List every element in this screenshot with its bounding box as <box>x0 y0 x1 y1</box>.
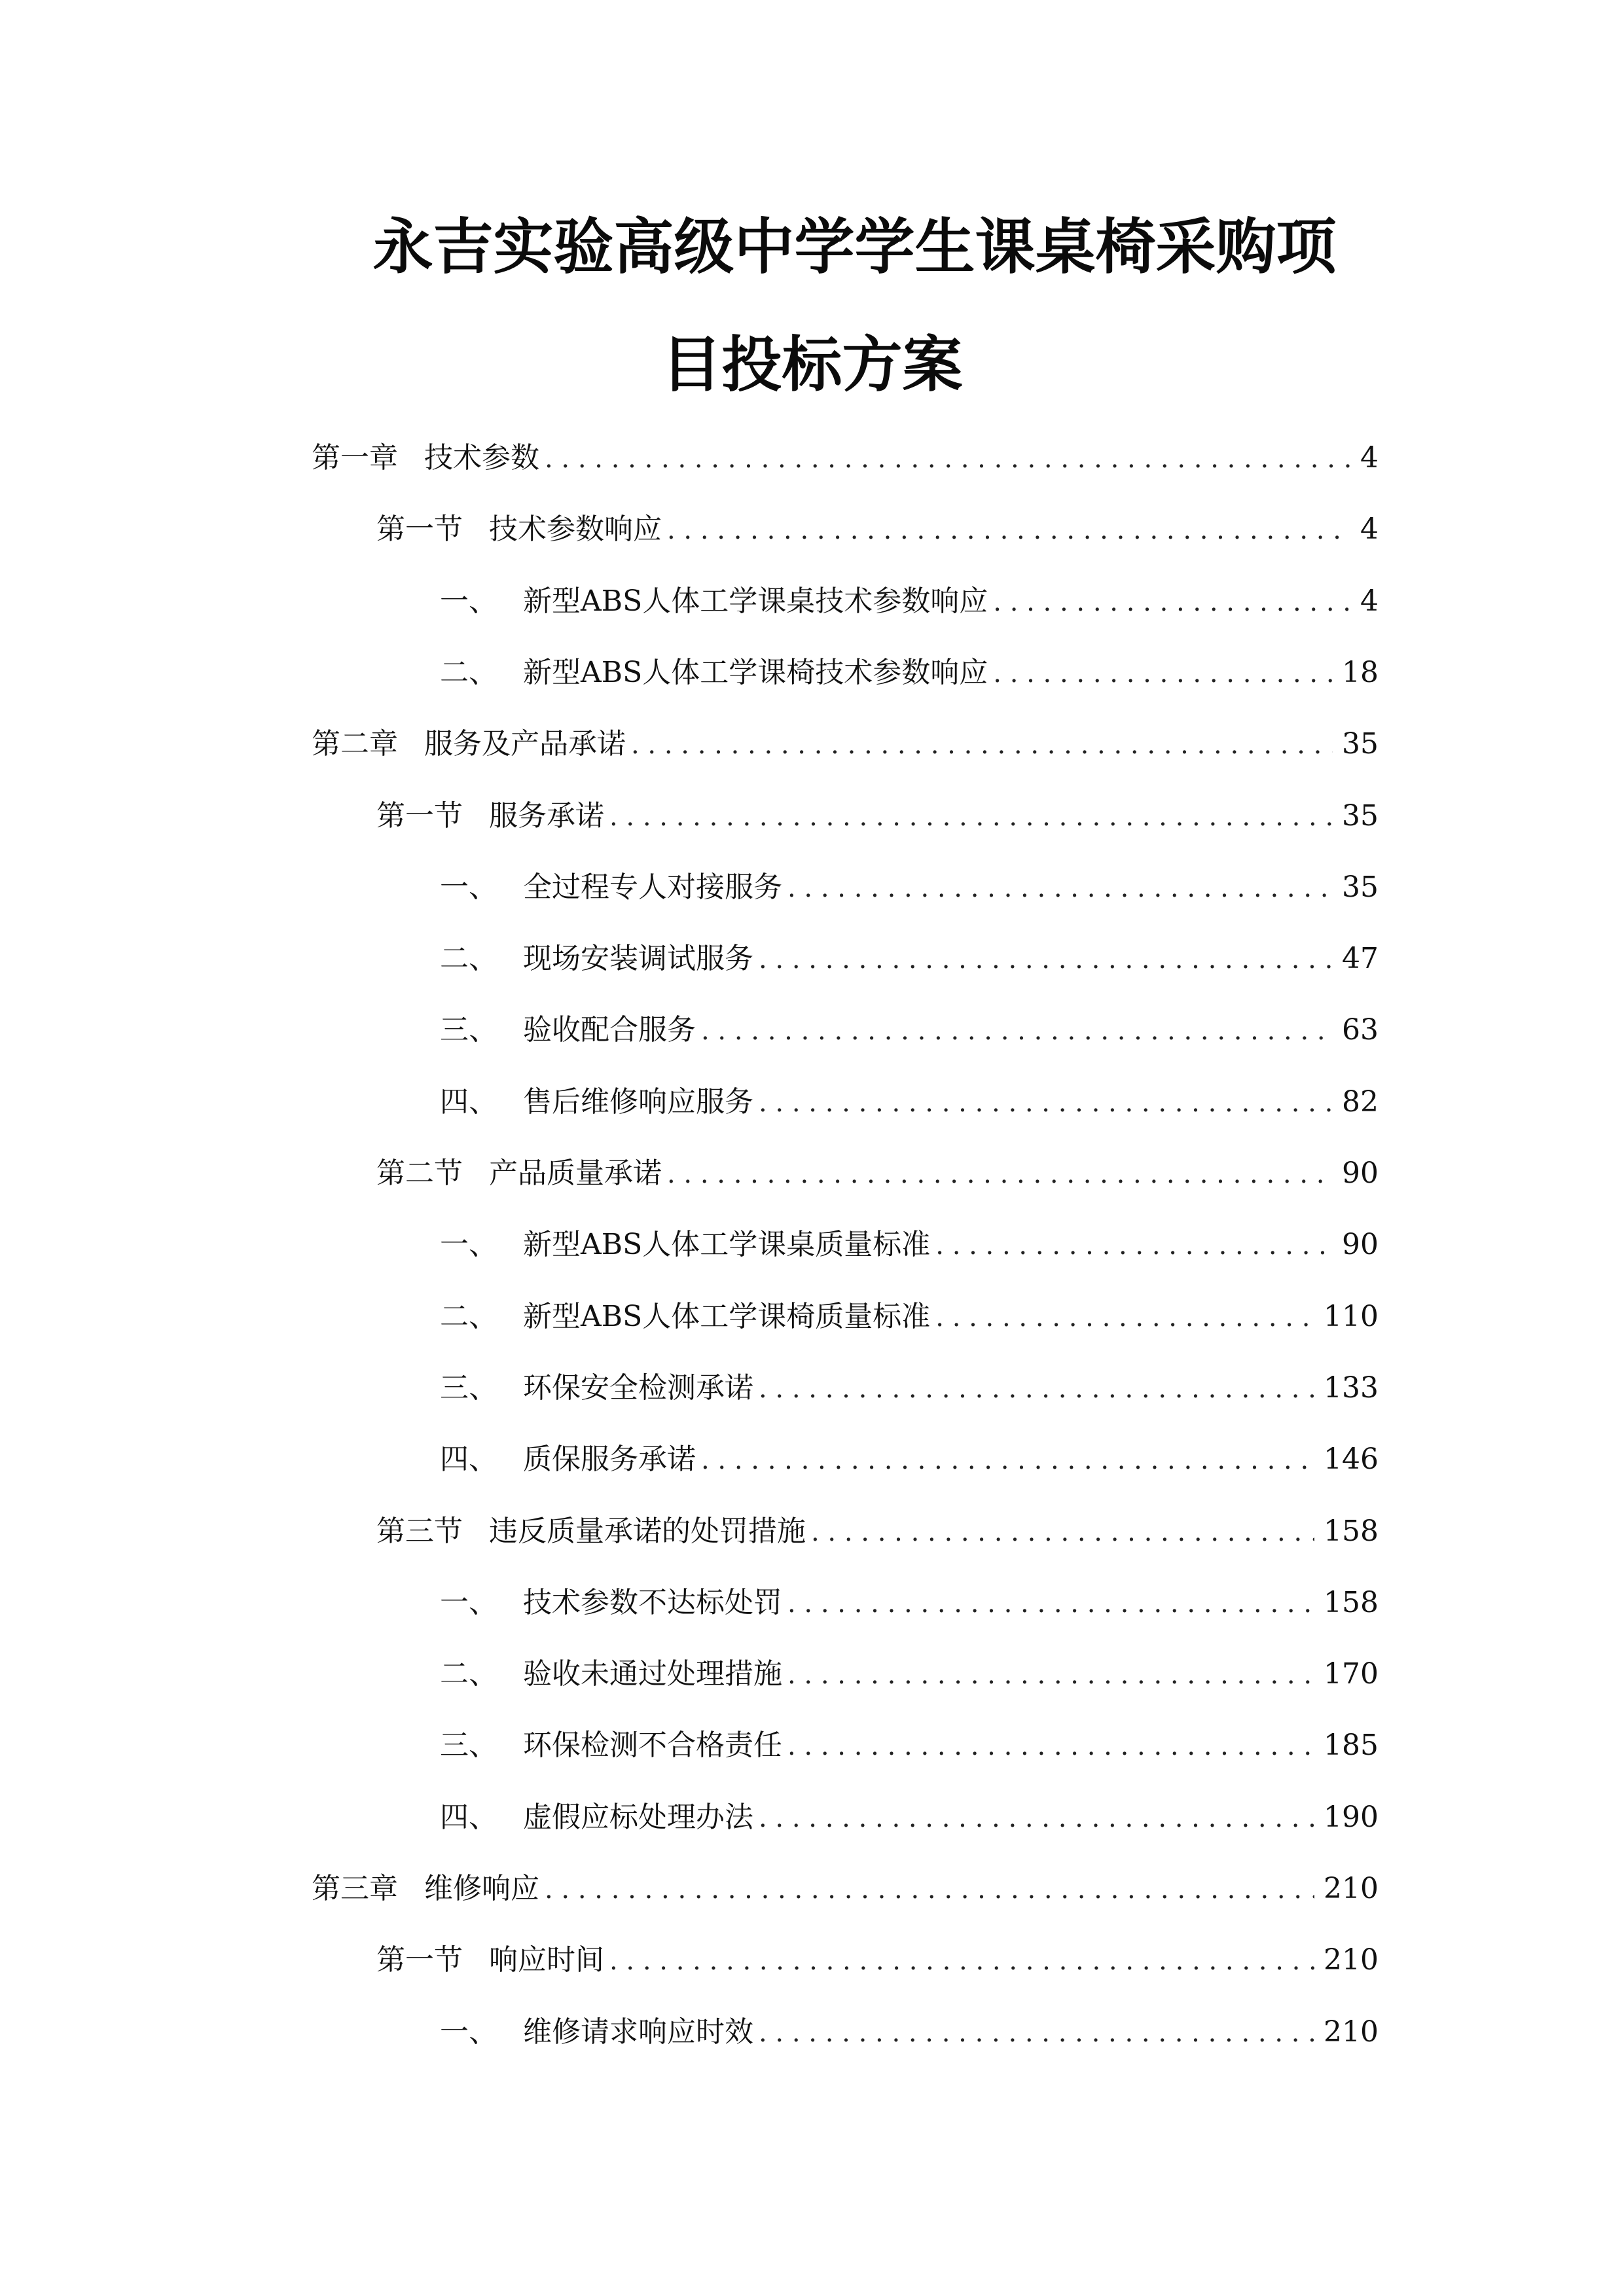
toc-entry-number: 三、 <box>440 1013 497 1047</box>
toc-entry-label: 质保服务承诺 <box>523 1443 696 1476</box>
toc-entry-number: 二、 <box>440 1657 497 1691</box>
toc-entry-number: 四、 <box>440 1085 497 1119</box>
toc-entry[interactable] <box>312 432 1379 484</box>
toc-dot-leader <box>787 1577 1314 1630</box>
toc-entry[interactable] <box>376 503 1379 556</box>
toc-entry[interactable] <box>440 933 1379 985</box>
toc-entry-page-number: 158 <box>1324 1515 1379 1548</box>
toc-entry-page-number: 210 <box>1324 2015 1379 2049</box>
toc-dot-leader <box>701 1005 1333 1057</box>
toc-entry[interactable] <box>312 718 1379 770</box>
toc-entry-number: 第一章 <box>312 441 398 475</box>
toc-entry-number: 一、 <box>440 870 497 904</box>
toc-dot-leader <box>787 1649 1314 1701</box>
toc-dot-leader <box>993 576 1350 628</box>
toc-dot-leader <box>545 433 1350 485</box>
toc-entry-label: 全过程专人对接服务 <box>523 870 782 904</box>
toc-dot-leader <box>631 719 1333 771</box>
toc-entry[interactable] <box>376 1505 1379 1558</box>
toc-entry-number: 三、 <box>440 1729 497 1762</box>
toc-entry-page-number: 4 <box>1360 584 1379 618</box>
toc-entry-page-number: 133 <box>1324 1371 1379 1405</box>
toc-entry-label: 维修响应 <box>424 1872 539 1905</box>
toc-entry-page-number: 190 <box>1324 1801 1379 1834</box>
toc-entry-label: 验收未通过处理措施 <box>523 1657 782 1691</box>
toc-dot-leader <box>667 504 1350 556</box>
toc-entry-label: 新型ABS人体工学课桌质量标准 <box>523 1228 931 1261</box>
toc-entry[interactable] <box>376 1934 1379 1986</box>
toc-entry-page-number: 170 <box>1324 1657 1379 1691</box>
toc-entry[interactable] <box>440 1648 1379 1700</box>
toc-entry-label: 响应时间 <box>489 1943 604 1977</box>
toc-dot-leader <box>759 1792 1314 1844</box>
toc-entry-number: 四、 <box>440 1801 497 1834</box>
toc-entry-label: 环保安全检测承诺 <box>523 1371 753 1405</box>
toc-entry-number: 第三节 <box>376 1515 463 1548</box>
toc-entry-label: 虚假应标处理办法 <box>523 1801 753 1834</box>
toc-dot-leader <box>993 647 1333 700</box>
toc-entry[interactable] <box>440 1291 1379 1343</box>
toc-entry-number: 第一节 <box>376 799 463 833</box>
toc-entry-number: 二、 <box>440 1300 497 1333</box>
toc-entry-page-number: 18 <box>1342 656 1379 689</box>
toc-dot-leader <box>935 1219 1333 1272</box>
toc-entry-label: 服务及产品承诺 <box>424 727 626 761</box>
toc-entry-label: 技术参数 <box>424 441 539 475</box>
toc-entry[interactable] <box>440 861 1379 914</box>
toc-entry-page-number: 110 <box>1324 1300 1379 1333</box>
toc-entry-label: 环保检测不合格责任 <box>523 1729 782 1762</box>
toc-dot-leader <box>545 1863 1314 1916</box>
toc-entry[interactable] <box>440 1076 1379 1128</box>
toc-entry-number: 四、 <box>440 1443 497 1476</box>
toc-entry-label: 售后维修响应服务 <box>523 1085 753 1119</box>
toc-entry[interactable] <box>376 790 1379 842</box>
toc-entry-number: 第二章 <box>312 727 398 761</box>
toc-entry-page-number: 4 <box>1360 512 1379 546</box>
toc-entry-label: 违反质量承诺的处罚措施 <box>489 1515 806 1548</box>
toc-entry[interactable] <box>440 1362 1379 1414</box>
toc-entry-number: 第二节 <box>376 1157 463 1190</box>
toc-dot-leader <box>759 1077 1333 1129</box>
toc-entry-label: 现场安装调试服务 <box>523 942 753 975</box>
toc-dot-leader <box>759 1363 1314 1415</box>
toc-dot-leader <box>811 1506 1314 1558</box>
toc-entry-number: 一、 <box>440 2015 497 2049</box>
toc-entry-label: 技术参数响应 <box>489 512 662 546</box>
toc-entry-label: 验收配合服务 <box>523 1013 696 1047</box>
toc-entry-label: 新型ABS人体工学课椅质量标准 <box>523 1300 931 1333</box>
toc-entry-number: 一、 <box>440 1228 497 1261</box>
toc-entry-number: 一、 <box>440 1586 497 1619</box>
toc-entry[interactable] <box>440 1004 1379 1056</box>
toc-entry-page-number: 210 <box>1324 1943 1379 1977</box>
toc-dot-leader <box>935 1291 1314 1344</box>
toc-entry-page-number: 47 <box>1342 942 1379 975</box>
toc-entry-page-number: 210 <box>1324 1872 1379 1905</box>
toc-entry[interactable] <box>376 1147 1379 1200</box>
toc-dot-leader <box>701 1434 1314 1486</box>
toc-entry[interactable] <box>440 1577 1379 1629</box>
toc-entry-number: 第一节 <box>376 512 463 546</box>
toc-entry-number: 三、 <box>440 1371 497 1405</box>
toc-entry-number: 第一节 <box>376 1943 463 1977</box>
document-title-line-1: 永吉实验高级中学学生课桌椅采购项 <box>372 212 1337 282</box>
document-title-line-2: 目投标方案 <box>661 330 963 400</box>
toc-entry[interactable] <box>440 647 1379 699</box>
toc-entry-page-number: 90 <box>1342 1228 1379 1261</box>
toc-dot-leader <box>787 862 1333 914</box>
toc-dot-leader <box>787 1720 1314 1772</box>
toc-entry-page-number: 146 <box>1324 1443 1379 1476</box>
toc-entry-page-number: 158 <box>1324 1586 1379 1619</box>
toc-entry-number: 二、 <box>440 942 497 975</box>
toc-entry-number: 第三章 <box>312 1872 398 1905</box>
toc-entry-label: 技术参数不达标处罚 <box>523 1586 782 1619</box>
toc-entry[interactable] <box>440 1433 1379 1486</box>
toc-dot-leader <box>759 2007 1314 2059</box>
toc-entry-label: 新型ABS人体工学课桌技术参数响应 <box>523 584 988 618</box>
toc-dot-leader <box>609 1935 1314 1987</box>
toc-dot-leader <box>667 1148 1333 1200</box>
toc-entry-label: 新型ABS人体工学课椅技术参数响应 <box>523 656 988 689</box>
toc-entry-page-number: 185 <box>1324 1729 1379 1762</box>
toc-entry[interactable] <box>440 2006 1379 2058</box>
toc-entry-number: 一、 <box>440 584 497 618</box>
toc-entry-page-number: 90 <box>1342 1157 1379 1190</box>
toc-entry[interactable] <box>440 1719 1379 1772</box>
toc-entry[interactable] <box>440 575 1379 628</box>
toc-entry-label: 服务承诺 <box>489 799 604 833</box>
toc-entry-page-number: 35 <box>1342 870 1379 904</box>
toc-entry[interactable] <box>440 1219 1379 1271</box>
toc-dot-leader <box>609 791 1333 843</box>
toc-entry-label: 产品质量承诺 <box>489 1157 662 1190</box>
toc-entry-page-number: 35 <box>1342 799 1379 833</box>
toc-entry-page-number: 63 <box>1342 1013 1379 1047</box>
toc-entry-page-number: 4 <box>1360 441 1379 475</box>
toc-entry-label: 维修请求响应时效 <box>523 2015 753 2049</box>
toc-dot-leader <box>759 933 1333 986</box>
toc-entry[interactable] <box>312 1863 1379 1915</box>
toc-entry-number: 二、 <box>440 656 497 689</box>
toc-entry-page-number: 82 <box>1342 1085 1379 1119</box>
toc-entry[interactable] <box>440 1791 1379 1844</box>
toc-entry-page-number: 35 <box>1342 727 1379 761</box>
